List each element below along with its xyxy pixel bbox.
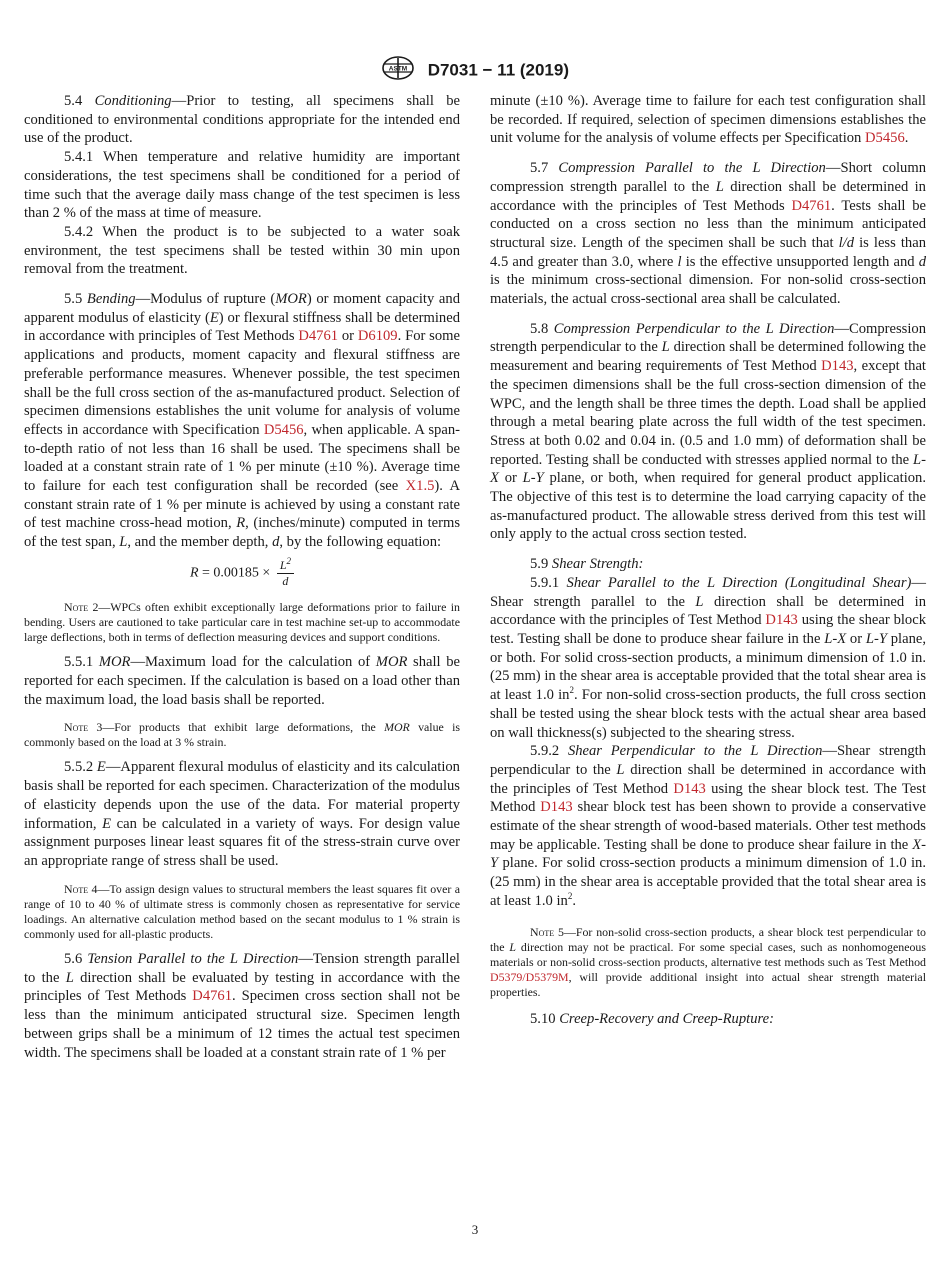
section-5-7: 5.7 Compression Parallel to the L Direction—Short column compression strength parallel to the L direction shall be determined in accordance with the principles of Test Methods D4761. Tests shall be conducted on a cross section no less than the minimum anticipated structural size. Length of the specimen shall be such that l/d is less than 4.5 and greater than 3.0, where l is the effective unsupported length and d is the minimum cross-sectional dimension. For non-solid cross-section materials, the actual cross-sectional area shall be calculated. (490, 160, 927, 308)
section-5-9-1: 5.9.1 Shear Parallel to the L Direction (Longitudinal Shear)—Shear strength parallel to the L direction shall be determined in accordance with the principles of Test Method D143 using the shear block test. Testing shall be done to produce shear failure in the L-X or L-Y plane, or both. For solid cross-section products, a minimum dimension of 1.0 in. (25 mm) in the shear area is acceptable provided that the total shear area is at least 1.0 $in^2$. For non-solid cross-section products, the full cross section shall be tested using the shear block tests with the actual shear area based on wall thickness(s) subjected to the shearing stress. (490, 574, 927, 741)
page-number: 3 (471, 1222, 479, 1237)
section-5-4-2: 5.4.2 When the product is to be subjected to a water soak environment, the test specimens shall be tested within 30 min upon removal from the treatment. (24, 223, 460, 278)
section-5-10: 5.10 Creep-Recovery and Creep-Rupture: (530, 1011, 774, 1027)
link-d4761[interactable]: D4761 (298, 328, 339, 345)
section-5-4: 5.4 Conditioning—Prior to testing, all specimens shall be conditioned to environmental conditions appropriate for the intended end use of the product. (24, 93, 460, 147)
astm-logo-icon (381, 55, 415, 86)
link-d5456[interactable]: D5456 (263, 421, 304, 438)
link-d4761[interactable]: D4761 (192, 988, 233, 1005)
section-5-5: 5.5 Bending—Modulus of rupture (MOR) or moment capacity and apparent modulus of elasticity (E) or flexural stiffness shall be determined in accordance with principles of Test Methods D4761 or D6109. For some applications and products, moment capacity and flexural stiffness are preferable performance measures. Whenever possible, the test specimen shall be the full cross section of the as-manufactured product. Selection of specimen dimensions establishes the unit volume for analysis of volume effects in accordance with Specification D5456, when applicable. A span-to-depth ratio of not less than 16 shall be used. The specimens shall be loaded at a constant strain rate of 1 % per minute (±10 %). Average time to failure for each test configuration shall be recorded (see X1.5). A constant strain rate of 1 % per minute is achieved by using a constant rate of test machine cross-head motion, R, (inches/minute) computed in terms of the test span, L, and the member depth, d, by the following equation: (24, 291, 461, 551)
note-4: Note 4—To assign design values to structural members the least squares fit over a range of 10 to 40 % of ultimate stress is commonly chosen as representative for service loadings. An alternative calculation method based on the secant modulus to 1 % strain is commonly used for all-plastic products. (24, 881, 461, 941)
equation: R = 0.00185 × $\frac{L^2}{d}$ (24, 558, 460, 594)
note-2: Note 2—WPCs often exhibit exceptionally large deformations prior to failure in bending. Users are cautioned to take particular care in test machine set-up to accommodate large deflections, both in terms of deflection measuring devices and support conditions. (24, 599, 460, 645)
link-d143[interactable]: D143 (765, 612, 798, 629)
logo-text: ASTM (388, 65, 408, 73)
document-title: D7031 − 11 (2019) (427, 60, 570, 80)
note-3: Note 3—For products that exhibit large deformations, the MOR value is commonly based on the load at 3 % strain. (24, 720, 460, 750)
section-5-9: 5.9 Shear Strength: (530, 556, 644, 573)
right-column (490, 92, 926, 1029)
section-5-5-2: 5.5.2 E—Apparent flexural modulus of elasticity and its calculation basis shall be reported for each specimen. Characterization of the modulus of elasticity depends upon the use of the data. For material property information, E can be calculated in a variety of ways. For design value assignment purposes linear least squares fit of the stress-strain curve over an appropriate range of stress shall be used. (24, 759, 460, 869)
link-x1-5[interactable]: X1.5 (405, 478, 435, 495)
equation-fraction: $\frac{L^2}{d}$ (277, 558, 294, 589)
link-d6109[interactable]: D6109 (357, 328, 398, 345)
note-5: Note 5—For non-solid cross-section products, a shear block test perpendicular to the L direction may not be practical. For some special cases, such as nonhomogeneous materials or non-solid cross-section products, alternative test methods such as Test Method D5379/D5379M, will provide additional insight into actual shear strength material properties. (490, 924, 927, 999)
link-d4761[interactable]: D4761 (791, 197, 832, 214)
link-d143[interactable]: D143 (821, 358, 854, 375)
section-5-4-1: 5.4.1 When temperature and relative humidity are important considerations, the test specimens shall be conditioned for a period of time such that the average daily mass change of the test specimen is less than 2 % of the mass at time of measure. (24, 149, 460, 222)
link-d5379[interactable]: D5379/D5379M (490, 969, 569, 984)
section-5-5-1: 5.5.1 MOR—Maximum load for the calculation of MOR shall be reported for each specimen. If the calculation is based on a load other than the maximum load, the load basis shall be reported. (24, 654, 461, 708)
left-column (24, 92, 460, 1062)
page-header (0, 55, 950, 86)
link-d143[interactable]: D143 (673, 780, 706, 797)
section-5-6: 5.6 Tension Parallel to the L Direction—Tension strength parallel to the L direction shall be evaluated by testing in accordance with the principles of Test Methods D4761. Specimen cross section shall not be less than the minimum anticipated structural size. Specimen length between grips shall be a minimum of 12 times the actual test specimen width. The specimens shall be loaded at a constant strain rate of 1 % per (24, 951, 460, 1061)
section-5-9-2: 5.9.2 Shear Perpendicular to the L Direction—Shear strength perpendicular to the L direction shall be determined in accordance with the principles of Test Method D143 using the shear block test. The Test Method D143 shear block test has been shown to provide a conservative estimate of the shear strength of wood-based materials. Other test methods may be applicable. Testing shall be done to produce shear failure in the X-Y plane. For solid cross-section products a minimum dimension of 1.0 in. (25 mm) in the shear area is acceptable provided that the total shear area is at least 1.0 $in^2$. (490, 743, 927, 909)
section-5-8: 5.8 Compression Perpendicular to the L Direction—Compression strength perpendicular to the L direction shall be determined following the measurement and bearing requirements of Test Method D143, except that the specimen dimensions shall be the full cross-section dimension of the WPC, and the length shall be three times the depth. Load shall be applied through a metal bearing plate across the full width of the test specimen. Stress at both 0.02 and 0.04 in. (0.5 and 1.0 mm) of deformation shall be reported. Testing shall be conducted with stresses applied normal to the L-X or L-Y plane, or both, when required for general product application. The objective of this test is to determine the load carrying capacity of the as-manufactured product. The allowable stress derived from this test will only apply to the actual cross section tested. (490, 320, 927, 543)
link-d143[interactable]: D143 (540, 799, 573, 816)
link-d5456[interactable]: D5456 (865, 130, 905, 147)
section-5-6-continued: minute (±10 %). Average time to failure for each test configuration shall be recorded. If required, selection of specimen dimensions establishes the unit volume for the analysis of volume effects per Specification D5456. (490, 93, 926, 147)
